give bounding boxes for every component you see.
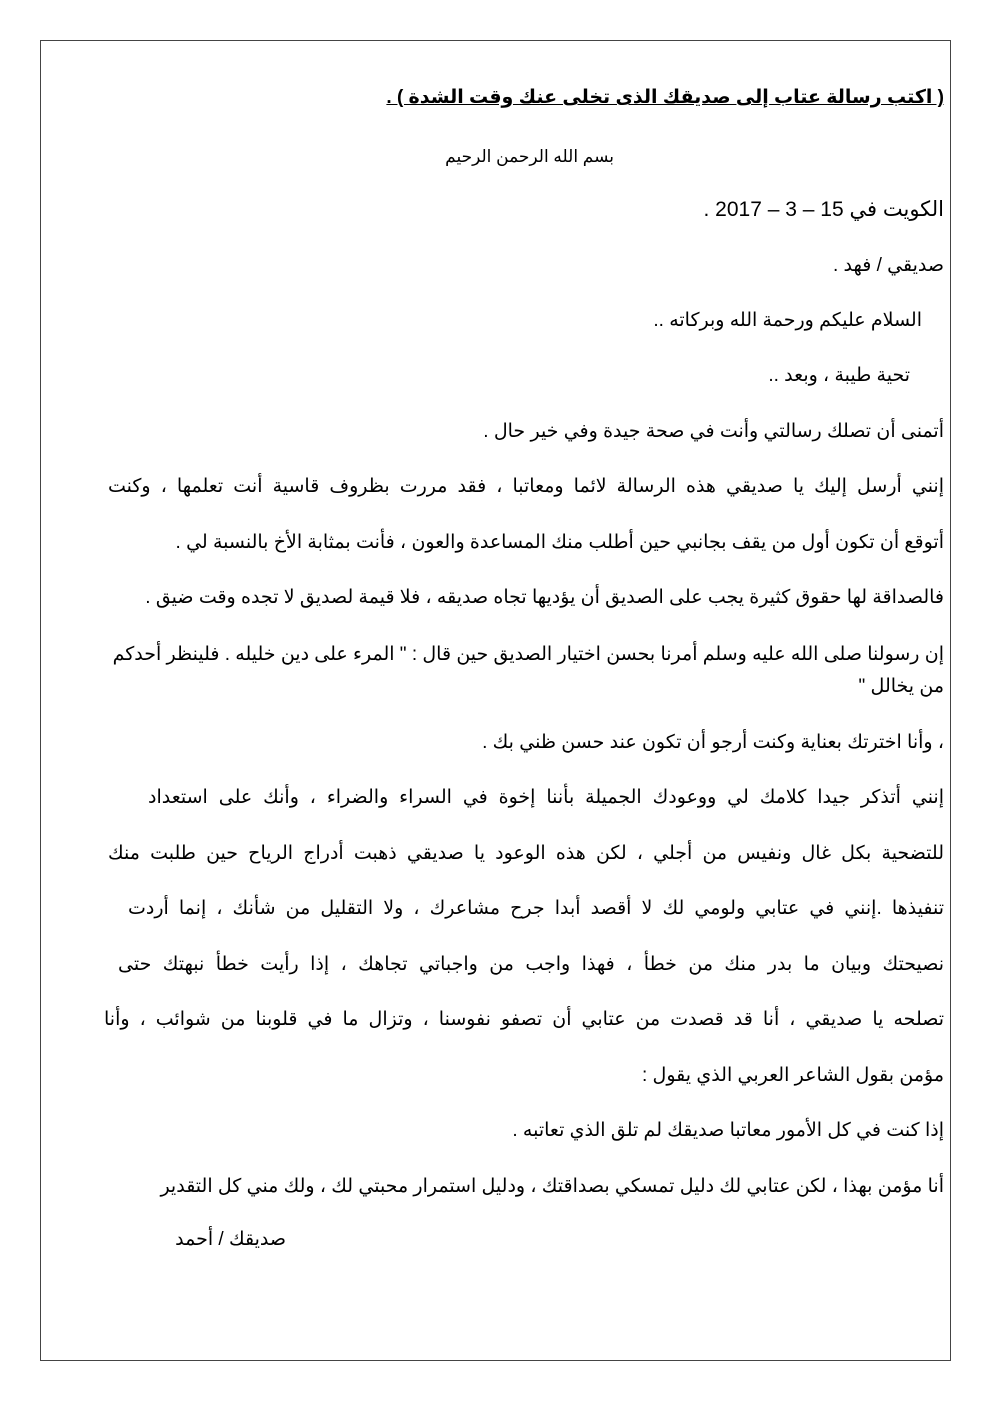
closing: أنا مؤمن بهذا ، لكن عتابي لك دليل تمسكي بصداقتك ، ودليل استمرار محبتي لك ، ولك مني كل التقدير	[160, 1176, 944, 1197]
body-line: أتوقع أن تكون أول من يقف بجانبي حين أطلب منك المساعدة والعون ، فأنت بمثابة الأخ بالنسبة لي .	[175, 532, 944, 553]
body-line: إنني أرسل إليك يا صديقي هذه الرسالة لائما ومعاتبا ، فقد مررت بظروف قاسية أنت تعلمها ، وكنت	[108, 476, 944, 497]
body-line: إنني أتذكر جيدا كلامك لي ووعودك الجميلة بأننا إخوة في السراء والضراء ، وأنك على استعداد	[148, 787, 944, 808]
body-line: من يخالل "	[858, 676, 944, 697]
body-line: إن رسولنا صلى الله عليه وسلم أمرنا بحسن اختيار الصديق حين قال : " المرء على دين خليله . فلينظر أحدكم	[112, 644, 944, 665]
body-line: فالصداقة لها حقوق كثيرة يجب على الصديق أن يؤديها تجاه صديقه ، فلا قيمة لصديق لا تجده وقت ضيق .	[145, 587, 944, 608]
body-line: نصيحتك وبيان ما بدر منك من خطأ ، فهذا واجب من واجباتي تجاهك ، إذا رأيت خطأ نبهتك حتى	[118, 954, 944, 975]
body-line: تصلحه يا صديقي ، أنا قد قصدت من عتابي أن تصفو نفوسنا ، وتزال ما في قلوبنا من شوائب ، وأنا	[104, 1009, 944, 1030]
greeting: السلام عليكم ورحمة الله وبركاته ..	[653, 310, 922, 331]
poem-verse: إذا كنت في كل الأمور معاتبا صديقك لم تلق الذي تعاتبه .	[512, 1120, 944, 1141]
body-line: مؤمن بقول الشاعر العربي الذي يقول :	[641, 1065, 944, 1086]
basmala: بسم الله الرحمن الرحيم	[445, 147, 614, 166]
letter-title: ( اكتب رسالة عتاب إلى صديقك الذى تخلى عنك وقت الشدة ) .	[386, 87, 944, 108]
letter-date: الكويت في 15 – 3 – 2017 .	[703, 198, 944, 221]
salutation: تحية طيبة ، وبعد ..	[768, 365, 910, 386]
body-line: ، وأنا اخترتك بعناية وكنت أرجو أن تكون عند حسن ظني بك .	[482, 732, 944, 753]
body-line: أتمنى أن تصلك رسالتي وأنت في صحة جيدة وفي خير حال .	[483, 421, 944, 442]
body-line: للتضحية بكل غال ونفيس من أجلي ، لكن هذه الوعود يا صديقي ذهبت أدراج الرياح حين طلبت منك	[108, 843, 944, 864]
page-border	[40, 40, 951, 1361]
recipient: صديقي / فهد .	[832, 255, 944, 276]
signature: صديقك / أحمد	[175, 1229, 286, 1250]
body-line: تنفيذها .إنني في عتابي ولومي لك لا أقصد أبدا جرح مشاعرك ، ولا التقليل من شأنك ، إنما أردت	[128, 898, 944, 919]
